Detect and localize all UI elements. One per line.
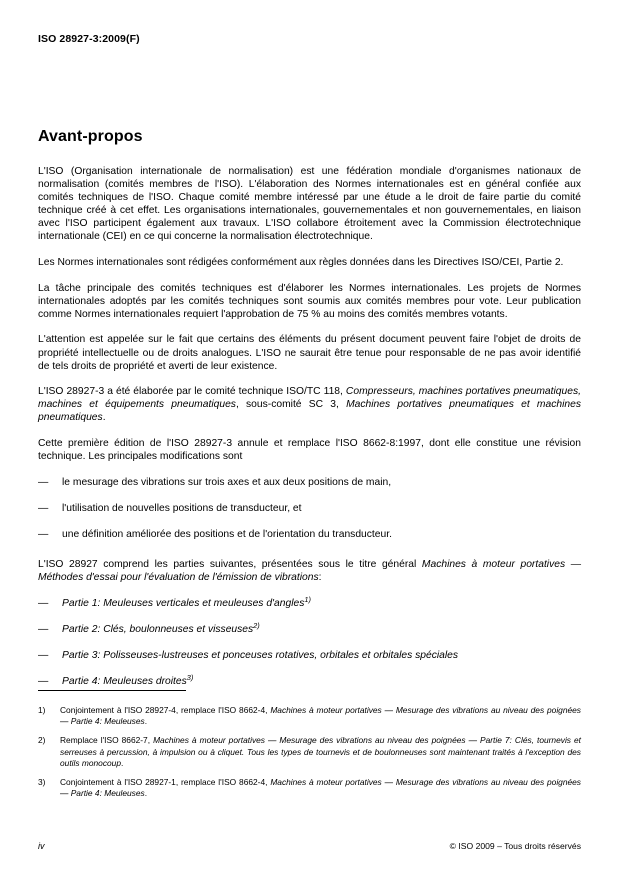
footnote-2 (38, 735, 581, 769)
list-item-modification-2 (38, 502, 581, 515)
list-item-label: Partie 4: Meuleuses droites (62, 675, 187, 687)
footnote-text-2: . (144, 716, 148, 727)
parts-intro-text-1: L'ISO 28927 comprend les parties suivantes, présentées sous le titre général (38, 558, 422, 570)
page-header-standard-ref: ISO 28927-3:2009(F) (38, 33, 140, 45)
list-item-label: une définition améliorée des positions et de l'orientation du transducteur. (62, 528, 392, 540)
paragraph-committee-task: La tâche principale des comités techniques est d'élaborer les Normes internationales. Les projets de Normes internationales adoptés par les comités techniques sont soumis aux comités membres pour vote. Leur publication comme Normes internationales requiert l'approbation de 75 % au moins des comités membres votants. (38, 282, 581, 320)
document-content (38, 128, 581, 701)
list-item-part-2 (38, 620, 581, 636)
list-item-label: le mesurage des vibrations sur trois axes et aux deux positions de main, (62, 476, 392, 488)
em-dash-bullet: — (38, 649, 49, 661)
footnote-separator-rule (38, 690, 186, 691)
list-item-part-4 (38, 672, 581, 688)
footnote-3 (38, 777, 581, 799)
footnote-marker-2: 2) (253, 620, 260, 630)
footnote-text-2: . (121, 757, 124, 768)
em-dash-bullet: — (38, 597, 49, 609)
paragraph-directives: Les Normes internationales sont rédigées conformément aux règles données dans les Directives ISO/CEI, Partie 2. (38, 257, 564, 269)
footnote-standard-title: Machines à moteur portatives — Mesurage des vibrations au niveau des poignées — Partie 4: Meuleuses (60, 777, 581, 799)
page-title: Avant-propos (38, 128, 143, 145)
em-dash-bullet: — (38, 528, 49, 540)
list-item-part-1 (38, 594, 581, 610)
paragraph-committee-origin (38, 385, 581, 424)
footnote-text-1: Conjointement à l'ISO 28927-4, remplace l'ISO 8662-4, (60, 705, 271, 715)
parts-intro-text-2: : (318, 572, 322, 584)
em-dash-bullet: — (38, 476, 49, 488)
em-dash-bullet: — (38, 623, 49, 635)
paragraph-parts-intro (38, 558, 581, 584)
page-footer (38, 841, 581, 851)
paragraph-patent-rights: L'attention est appelée sur le fait que certains des éléments du présent document peuvent faire l'objet de droits de propriété intellectuelle ou de droits analogues. L'ISO ne saurait être tenue pour responsable de ne pas avoir identifié de tels droits de propriété et averti de leur existence. (38, 334, 581, 372)
list-item-label: l'utilisation de nouvelles positions de transducteur, et (62, 502, 302, 514)
footnote-1 (38, 705, 581, 727)
paragraph-iso-description: L'ISO (Organisation internationale de normalisation) est une fédération mondiale d'organismes nationaux de normalisation (comités membres de l'ISO). L'élaboration des Normes internationales est en général confiée aux comités techniques de l'ISO. Chaque comité membre intéressé par une étude a le droit de faire partie du comité technique créé à cet effet. Les organisations internationales, gouvernementales et non gouvernementales, en liaison avec l'ISO participent également aux travaux. L'ISO collabore étroitement avec la Commission électrotechnique internationale (CEI) en ce qui concerne la normalisation électrotechnique. (38, 166, 581, 243)
committee-origin-text-3: . (102, 412, 106, 424)
copyright-notice: © ISO 2009 – Tous droits réservés (449, 841, 581, 851)
footnote-number: 1) (38, 705, 46, 715)
footnote-number: 2) (38, 735, 46, 746)
list-item-label: Partie 1: Meuleuses verticales et meuleuses d'angles (62, 597, 305, 609)
page-number: iv (38, 841, 45, 851)
em-dash-bullet: — (38, 675, 49, 687)
parts-intro-general-title: Machines à moteur portatives — Méthodes d'essai pour l'évaluation de l'émission de vibrations (38, 558, 581, 584)
footnote-text-1: Conjointement à l'ISO 28927-1, remplace l'ISO 8662-4, (60, 777, 271, 788)
footnote-number: 3) (38, 777, 46, 788)
paragraph-edition-revision: Cette première édition de l'ISO 28927-3 annule et remplace l'ISO 8662-8:1997, dont elle constitue une révision technique. Les principales modifications sont (38, 438, 581, 463)
committee-origin-sc-name: Machines portatives pneumatiques et machines pneumatiques (38, 399, 581, 424)
footnote-section (38, 690, 581, 807)
list-item-modification-3 (38, 528, 581, 541)
footnote-text-1: Remplace l'ISO 8662-7, (60, 735, 154, 746)
footnote-text-2: . (144, 788, 148, 799)
committee-origin-text-2: , sous-comité SC 3, (235, 399, 347, 411)
list-item-label: Partie 2: Clés, boulonneuses et visseuses (62, 623, 254, 635)
footnote-standard-title: Machines à moteur portatives — Mesurage des vibrations au niveau des poignées — Partie 7: Clés, tournevis et serreuses à percussion, à impulsion ou à cliquet. Tous les types de tournevis et de boulonneuses sont maintenant traités à l'exception des outils monocoup (60, 735, 581, 768)
footnote-standard-title: Machines à moteur portatives — Mesurage des vibrations au niveau des poignées — Partie 4: Meuleuses (60, 705, 581, 727)
list-item-modification-1 (38, 476, 581, 489)
committee-origin-text-1: L'ISO 28927-3 a été élaborée par le comité technique ISO/TC 118, (38, 386, 346, 398)
footnote-marker-1: 1) (304, 594, 311, 604)
em-dash-bullet: — (38, 502, 49, 514)
committee-origin-tc-name: Compresseurs, machines portatives pneumatiques, machines et équipements pneumatiques (38, 386, 581, 411)
list-item-part-3 (38, 649, 581, 662)
list-item-label: Partie 3: Polisseuses-lustreuses et ponceuses rotatives, orbitales et orbitales spéciales (62, 649, 459, 661)
footnote-marker-3: 3) (186, 672, 194, 682)
